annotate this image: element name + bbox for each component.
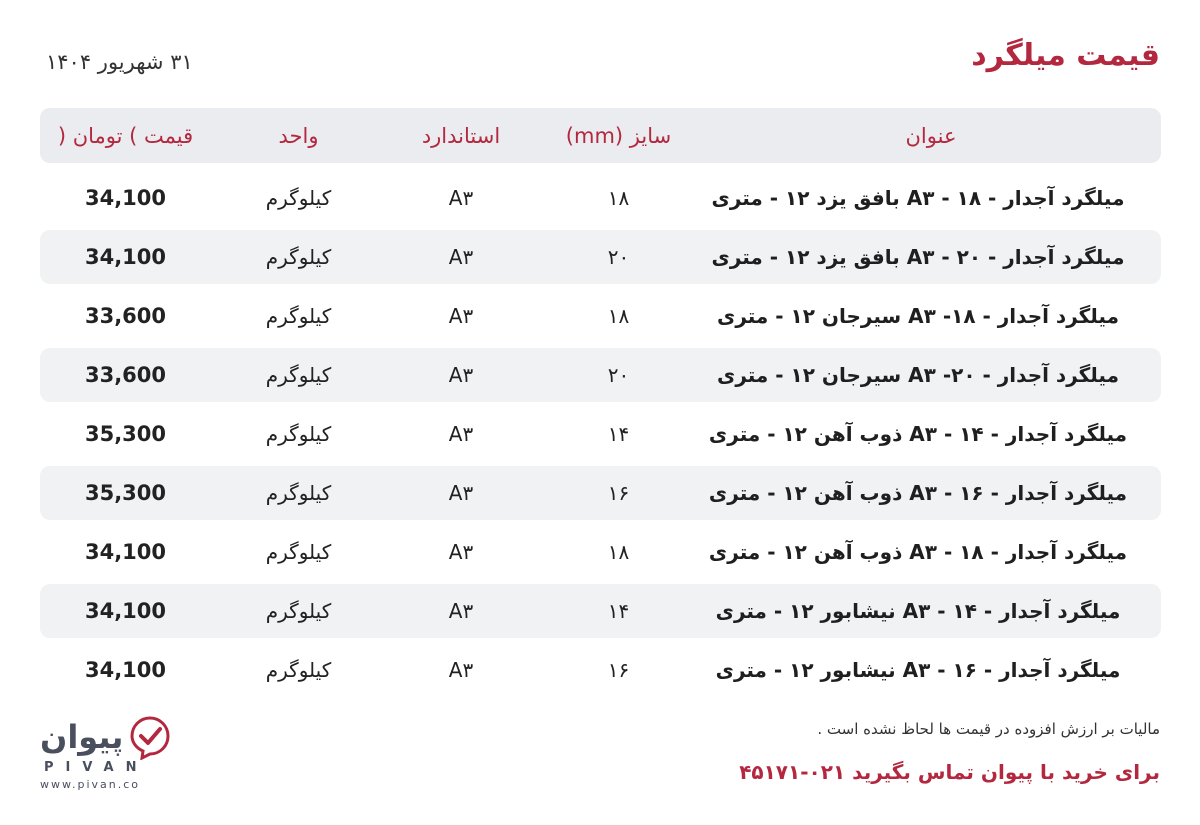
row-standard: A۳ — [448, 658, 474, 682]
header-price: قیمت ) تومان ( — [57, 123, 194, 148]
row-price: 34,100 — [84, 658, 167, 682]
row-standard: A۳ — [448, 481, 474, 505]
table-row — [40, 171, 1161, 225]
table-row — [40, 407, 1161, 461]
header-size: سایز (mm) — [565, 123, 672, 148]
row-unit: کیلوگرم — [265, 245, 332, 269]
row-standard: A۳ — [448, 304, 474, 328]
row-size: ۱۸ — [607, 304, 630, 328]
row-size: ۲۰ — [607, 245, 630, 269]
row-size: ۱۴ — [607, 599, 630, 623]
row-unit: کیلوگرم — [265, 540, 332, 564]
row-price: 34,100 — [84, 540, 167, 564]
row-size: ۱۴ — [607, 422, 630, 446]
row-unit: کیلوگرم — [265, 304, 332, 328]
row-unit: کیلوگرم — [265, 658, 332, 682]
row-title: میلگرد آجدار - A۳ - ۱۸ بافق یزد ۱۲ - متری — [711, 186, 1125, 210]
row-price: 33,600 — [84, 363, 167, 387]
row-standard: A۳ — [448, 245, 474, 269]
page-date: ۳۱ شهریور ۱۴۰۴ — [46, 50, 193, 74]
row-unit: کیلوگرم — [265, 481, 332, 505]
row-title: میلگرد آجدار - A۳ - ۲۰ بافق یزد ۱۲ - متری — [711, 245, 1125, 269]
row-price: 34,100 — [84, 599, 167, 623]
row-size: ۱۸ — [607, 540, 630, 564]
page-title: قیمت میلگرد — [971, 38, 1160, 73]
header-standard: استاندارد — [421, 123, 501, 148]
pivan-logo — [38, 712, 178, 792]
row-unit: کیلوگرم — [265, 363, 332, 387]
row-price: 35,300 — [84, 422, 167, 446]
row-title: میلگرد آجدار - A۳ -۱۸ سیرجان ۱۲ - متری — [717, 304, 1119, 328]
row-title: میلگرد آجدار - A۳ - ۱۴ نیشابور ۱۲ - متری — [715, 599, 1121, 623]
table-header — [40, 108, 1161, 163]
table-row — [40, 348, 1161, 402]
row-title: میلگرد آجدار - A۳ - ۱۶ نیشابور ۱۲ - متری — [715, 658, 1121, 682]
table-row — [40, 466, 1161, 520]
row-title: میلگرد آجدار - A۳ - ۱۸ ذوب آهن ۱۲ - متری — [708, 540, 1128, 564]
logo-name-en: PIVAN — [44, 760, 149, 775]
row-standard: A۳ — [448, 186, 474, 210]
row-size: ۲۰ — [607, 363, 630, 387]
row-price: 33,600 — [84, 304, 167, 328]
price-table — [40, 108, 1161, 702]
row-standard: A۳ — [448, 540, 474, 564]
row-price: 34,100 — [84, 186, 167, 210]
row-price: 35,300 — [84, 481, 167, 505]
row-price: 34,100 — [84, 245, 167, 269]
table-row — [40, 289, 1161, 343]
row-unit: کیلوگرم — [265, 422, 332, 446]
table-row — [40, 230, 1161, 284]
table-row — [40, 643, 1161, 697]
row-unit: کیلوگرم — [265, 599, 332, 623]
contact-line: برای خرید با پیوان تماس بگیرید ۰۲۱-۴۵۱۷۱ — [739, 760, 1160, 784]
logo-url: www.pivan.co — [40, 778, 141, 791]
row-unit: کیلوگرم — [265, 186, 332, 210]
table-row — [40, 584, 1161, 638]
row-standard: A۳ — [448, 599, 474, 623]
row-size: ۱۶ — [607, 481, 630, 505]
row-title: میلگرد آجدار - A۳ - ۱۶ ذوب آهن ۱۲ - متری — [708, 481, 1128, 505]
row-standard: A۳ — [448, 363, 474, 387]
row-size: ۱۸ — [607, 186, 630, 210]
row-standard: A۳ — [448, 422, 474, 446]
row-title: میلگرد آجدار - A۳ - ۱۴ ذوب آهن ۱۲ - متری — [708, 422, 1128, 446]
header-title: عنوان — [905, 123, 957, 148]
check-badge-icon — [130, 716, 170, 760]
table-row — [40, 525, 1161, 579]
header-unit: واحد — [278, 123, 319, 148]
logo-name-fa: پیوان — [40, 718, 124, 756]
row-size: ۱۶ — [607, 658, 630, 682]
row-title: میلگرد آجدار - A۳ -۲۰ سیرجان ۱۲ - متری — [717, 363, 1119, 387]
tax-note: مالیات بر ارزش افزوده در قیمت ها لحاظ نشده است . — [817, 720, 1160, 738]
